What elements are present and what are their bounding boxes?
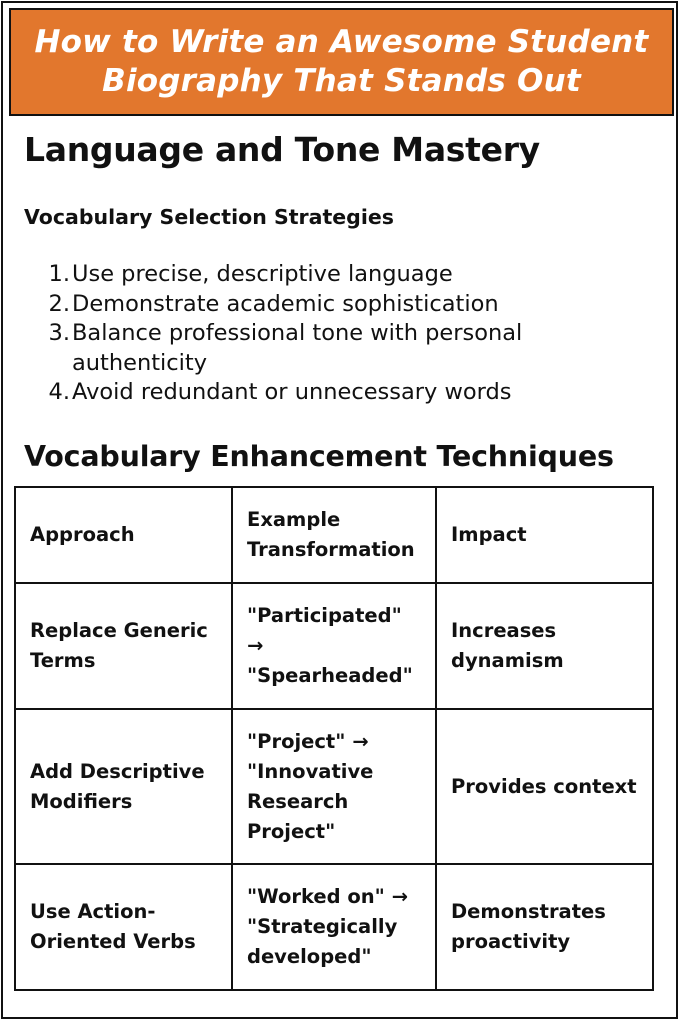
table-row [15, 583, 653, 709]
table-cell: Add Descriptive Modifiers [15, 709, 232, 864]
table-title: Vocabulary Enhancement Techniques [24, 440, 614, 473]
list-item [24, 319, 634, 378]
table-cell: "Project" → "Innovative Research Project" [232, 709, 436, 864]
table-cell: Demonstrates proactivity [436, 864, 653, 990]
list-item-text: Balance professional tone with personal authenticity [72, 320, 523, 376]
table-cell: "Worked on" → "Strategically developed" [232, 864, 436, 990]
header-cell-impact: Impact [436, 487, 653, 583]
list-item-number: 4. [48, 379, 70, 405]
section-heading: Language and Tone Mastery [24, 130, 540, 169]
title-banner [9, 8, 674, 116]
table-cell: "Participated" → "Spearheaded" [232, 583, 436, 709]
section-subheading: Vocabulary Selection Strategies [24, 205, 394, 229]
header-cell-example: Example Transformation [232, 487, 436, 583]
list-item-text: Avoid redundant or unnecessary words [72, 379, 512, 405]
list-item [24, 260, 634, 290]
list-item-number: 1. [48, 261, 70, 287]
table-cell: Replace Generic Terms [15, 583, 232, 709]
page-title: How to Write an Awesome Student Biography That Stands Out [34, 24, 649, 99]
table-cell: Use Action-Oriented Verbs [15, 864, 232, 990]
table-cell: Increases dynamism [436, 583, 653, 709]
table-row [15, 709, 653, 864]
table-row [15, 864, 653, 990]
table-header-row [15, 487, 653, 583]
techniques-table [14, 486, 654, 991]
list-item-number: 2. [48, 290, 70, 317]
table-cell: Provides context [436, 709, 653, 864]
list-item [24, 290, 634, 320]
list-item-text: Demonstrate academic sophistication [72, 290, 499, 317]
list-item-number: 3. [48, 320, 70, 346]
list-item [24, 378, 634, 408]
strategy-list [24, 260, 634, 408]
header-cell-approach: Approach [15, 487, 232, 583]
list-item-text: Use precise, descriptive language [72, 261, 453, 287]
